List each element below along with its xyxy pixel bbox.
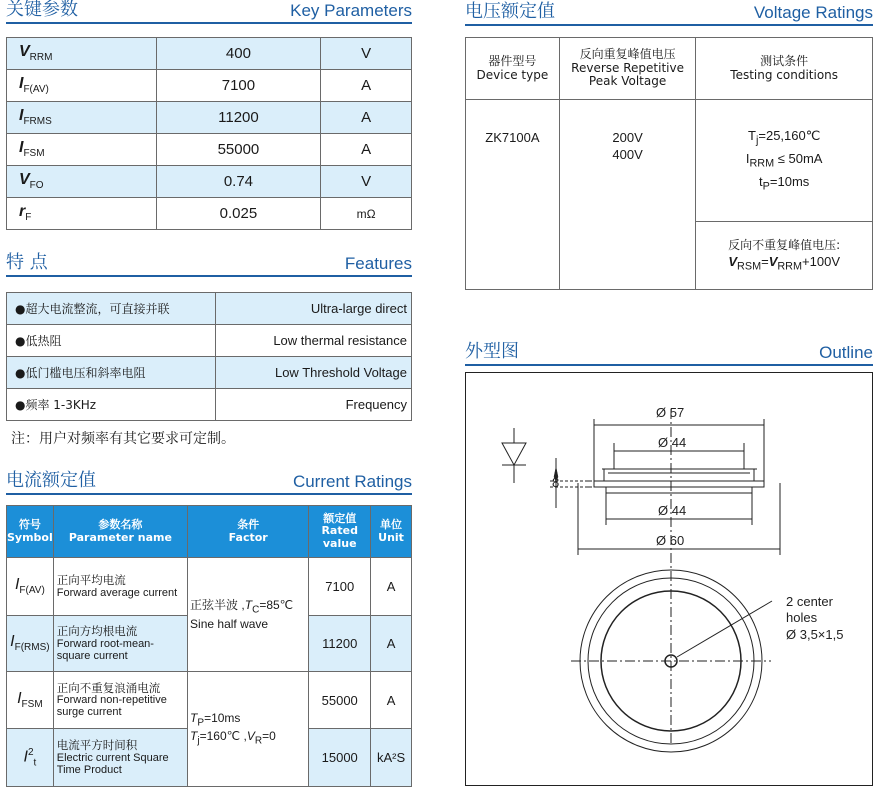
kp-unit: V: [321, 38, 412, 70]
key-params-table: [6, 37, 412, 230]
cr-name-2: 正向不重复浪涌电流 Forward non-repetitive surge current: [53, 672, 187, 729]
cr-sym-1: $I_{F(RMS)}$: [7, 616, 54, 672]
dim-44a: Ø 44: [658, 435, 687, 450]
cr-unit-3: kA²S: [371, 729, 412, 787]
feature-en: Low thermal resistance: [216, 325, 412, 357]
voltage-title-en: Voltage Ratings: [753, 3, 873, 22]
kp-sym: $r_F$: [7, 198, 157, 230]
outline-title-en: Outline: [819, 343, 873, 362]
feature-en: Ultra-large direct: [216, 293, 412, 325]
table-row: [7, 558, 412, 616]
kp-unit: A: [321, 134, 412, 166]
features-title-en: Features: [344, 254, 412, 273]
feature-cn: ●频率 1-3KHz: [7, 389, 216, 421]
table-row: [7, 357, 412, 389]
cr-val-0: 7100: [309, 558, 371, 616]
outline-title-cn: 外型图: [465, 341, 519, 362]
th-unit: 单位 Unit: [371, 506, 412, 558]
table-row: [7, 134, 412, 166]
cr-sym-3: $I^2_t$: [7, 729, 54, 787]
cr-val-2: 55000: [309, 672, 371, 729]
feature-cn: ●低热阻: [7, 325, 216, 357]
table-row: [7, 389, 412, 421]
table-row: [7, 198, 412, 230]
kp-unit: mΩ: [321, 198, 412, 230]
features-header: [6, 253, 412, 277]
vr-rsm: 反向不重复峰值电压: $V_{RSM}=V_{RRM}+100V$: [696, 222, 873, 290]
vr-th-test: 测试条件 Testing conditions: [696, 38, 873, 100]
vr-test-cond: $T_j=25,160℃$ $I_{RRM} \le 50mA$ $t_P=10ms$: [696, 100, 873, 222]
table-row: [7, 38, 412, 70]
th-rated: 额定值 Rated value: [309, 506, 371, 558]
cr-name-3: 电流平方时间积 Electric current Square Time Product: [53, 729, 187, 787]
feature-cn: ●超大电流整流，可直接并联: [7, 293, 216, 325]
cr-val-3: 15000: [309, 729, 371, 787]
features-title-cn: 特 点: [6, 252, 48, 273]
holes-label-3: Ø 3,5×1,5: [786, 627, 844, 642]
kp-value: 0.025: [156, 198, 321, 230]
cr-unit-2: A: [371, 672, 412, 729]
kp-sym: $I_{F(AV)}$: [7, 70, 157, 102]
outline-drawing-box: [465, 372, 873, 786]
cr-cond-1: 正弦半波 $,T_C=85℃$ Sine half wave: [188, 558, 309, 672]
vr-voltages: 200V 400V: [559, 100, 696, 290]
kp-value: 55000: [156, 134, 321, 166]
table-row: [7, 102, 412, 134]
diode-symbol-icon: [502, 428, 526, 483]
dim-57: Ø 57: [656, 405, 685, 420]
kp-unit: V: [321, 166, 412, 198]
table-row: [7, 293, 412, 325]
dim-8: 8: [552, 475, 560, 490]
kp-sym: $V_{RRM}$: [7, 38, 157, 70]
side-view: [550, 458, 764, 508]
current-header: [6, 471, 412, 495]
key-params-title-en: Key Parameters: [290, 1, 412, 20]
vr-th-rev: 反向重复峰值电压 Reverse Repetitive Peak Voltage: [559, 38, 696, 100]
cr-name-1: 正向方均根电流 Forward root-mean-square current: [53, 616, 187, 672]
outline-drawing: [466, 373, 872, 785]
cr-name-0: 正向平均电流 Forward average current: [53, 558, 187, 616]
table-row: [7, 325, 412, 357]
holes-label-2: holes: [786, 610, 818, 625]
voltage-header: [465, 2, 873, 26]
table-row: [7, 672, 412, 729]
kp-value: 0.74: [156, 166, 321, 198]
dim-44b: Ø 44: [658, 503, 687, 518]
th-symbol: 符号 Symbol: [7, 506, 54, 558]
key-params-title-cn: 关键参数: [6, 0, 78, 20]
cr-unit-1: A: [371, 616, 412, 672]
th-name: 参数名称 Parameter name: [53, 506, 187, 558]
vr-th-device: 器件型号 Device type: [466, 38, 560, 100]
key-params-header: [6, 0, 412, 24]
th-factor: 条件 Factor: [188, 506, 309, 558]
kp-value: 11200: [156, 102, 321, 134]
cr-unit-0: A: [371, 558, 412, 616]
voltage-title-cn: 电压额定值: [465, 1, 555, 22]
dim-60: Ø 60: [656, 533, 685, 548]
kp-unit: A: [321, 102, 412, 134]
outline-header: [465, 342, 873, 366]
voltage-table: [465, 37, 873, 290]
features-table: [6, 292, 412, 421]
kp-sym: $V_{FO}$: [7, 166, 157, 198]
kp-value: 7100: [156, 70, 321, 102]
kp-sym: $I_{FSM}$: [7, 134, 157, 166]
kp-sym: $I_{FRMS}$: [7, 102, 157, 134]
features-note: 注：用户对频率有其它要求可定制。: [11, 431, 235, 447]
feature-cn: ●低门槛电压和斜率电阻: [7, 357, 216, 389]
current-table: [6, 505, 412, 787]
current-title-cn: 电流额定值: [6, 470, 96, 491]
current-title-en: Current Ratings: [292, 472, 412, 491]
vr-device: ZK7100A: [466, 100, 560, 290]
cr-sym-2: $I_{FSM}$: [7, 672, 54, 729]
kp-value: 400: [156, 38, 321, 70]
feature-en: Frequency: [216, 389, 412, 421]
table-row: [7, 70, 412, 102]
cr-cond-2: $T_P=10ms$ $T_j=160℃$ $,V_R=0$: [188, 672, 309, 787]
table-row: [7, 166, 412, 198]
holes-label-1: 2 center: [786, 594, 833, 609]
cr-sym-0: $I_{F(AV)}$: [7, 558, 54, 616]
cr-val-1: 11200: [309, 616, 371, 672]
kp-unit: A: [321, 70, 412, 102]
feature-en: Low Threshold Voltage: [216, 357, 412, 389]
